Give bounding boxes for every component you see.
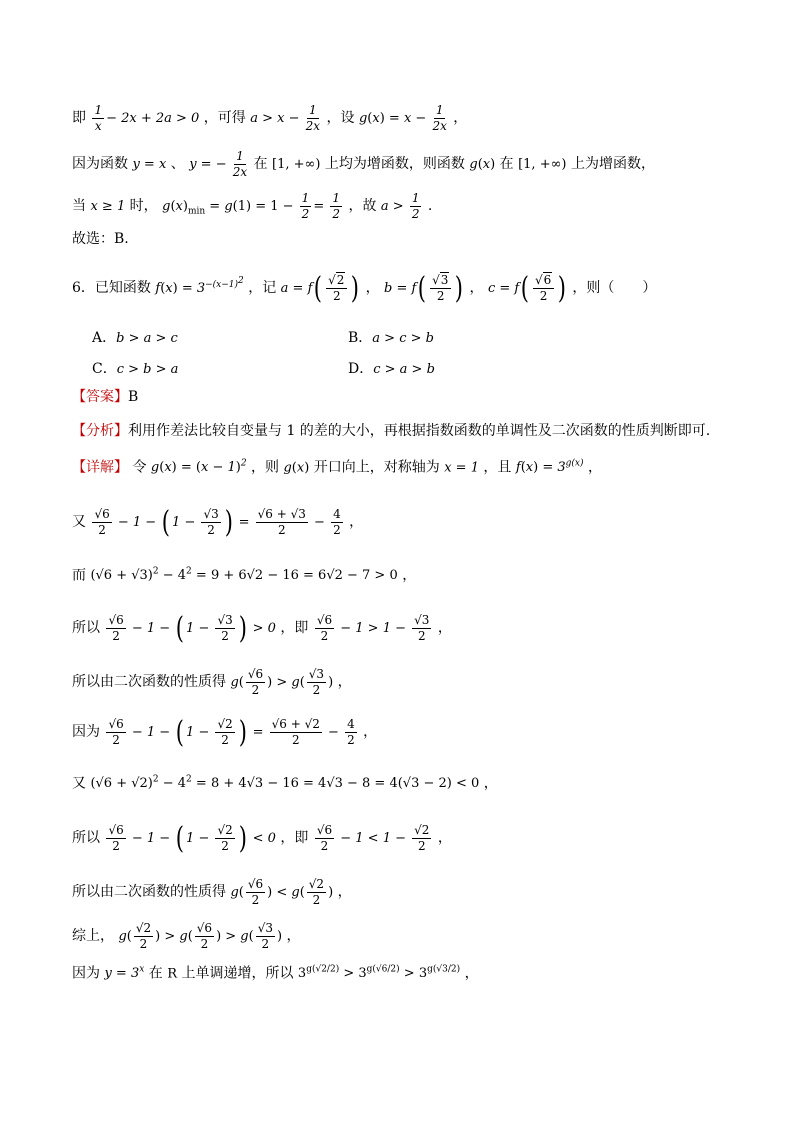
formula: $3^{g(√2/2)} > 3^{g(√6/2)} > 3^{g(√3/2)}$ [297, 965, 461, 982]
step-10 [72, 966, 479, 980]
text: 所以 [72, 830, 100, 847]
formula: $\frac{√6}{2}$ − 1 − ( 1 − $\frac{√3}{2}$ ) = $\frac{√6 + √3}{2}$ − $\frac{4}{2}$ [94, 505, 341, 541]
text: ， [337, 884, 352, 901]
text: ， [337, 674, 352, 691]
text: 因为 [72, 965, 100, 982]
formula: $g(x)_{min} = g(1) = 1$ − $\frac{1}{2}$ = $\frac{1}{2}$ [162, 191, 340, 222]
text: 时， [129, 198, 158, 215]
line-1 [72, 104, 467, 133]
text: 在 [148, 965, 163, 982]
analysis-line [72, 424, 710, 438]
text: ， [453, 110, 468, 127]
text: 上单调递增，所以 [181, 965, 294, 982]
step-2 [72, 568, 416, 582]
formula: $\frac{1}{x}$ − 2x + 2a > 0 [94, 103, 200, 134]
text: 因为函数 [72, 156, 128, 173]
detail-line [72, 460, 602, 474]
option-label: A． [92, 330, 117, 346]
text: 在 [253, 156, 268, 173]
text: 令 [132, 459, 147, 476]
text: ， [483, 775, 498, 792]
text: 、 [170, 156, 185, 173]
answer-line [72, 390, 138, 404]
formula: $(√6 + √3)^2 - 4^2 = 9 + 6√2 - 16 = 6√2 - 7 > 0$ [90, 567, 398, 584]
formula: g( $\frac{√6}{2}$ ) > g( $\frac{√3}{2}$ ) [230, 667, 334, 698]
detail-tag: 【详解】 [72, 459, 128, 476]
text: ，设 [326, 110, 355, 127]
analysis-tag: 【分析】 [72, 423, 128, 439]
text: 综上， [72, 928, 114, 945]
formula: $\frac{√6}{2}$ − 1 − ( 1 − $\frac{√2}{2}$ ) < 0 [108, 821, 276, 857]
formula: $\frac{√6}{2}$ − 1 < 1 − $\frac{√2}{2}$ [316, 823, 430, 854]
text: 当 [72, 198, 86, 215]
formula: a = f( $\frac{√2}{2}$ ) [280, 271, 360, 307]
formula: g(x) [283, 460, 310, 476]
formula: $g(x) = (x - 1)^2$ [150, 459, 247, 476]
text: 而 [72, 567, 86, 584]
line-4: 故选：B. [72, 231, 129, 247]
formula: g(x) = x − $\frac{1}{2x}$ [358, 103, 447, 134]
formula: c > b > a [116, 362, 179, 377]
formula: a > $\frac{1}{2}$ [380, 191, 420, 222]
formula: $(√6 + √2)^2 - 4^2 = 8 + 4√3 - 16 = 4√3 - 8 = 4(√3 - 2) < 0$ [90, 775, 480, 792]
formula: $\frac{√6}{2}$ − 1 > 1 − $\frac{√3}{2}$ [316, 613, 430, 644]
formula: a > x − $\frac{1}{2x}$ [250, 103, 321, 134]
formula: g( $\frac{√6}{2}$ ) < g( $\frac{√2}{2}$ ) [230, 877, 334, 908]
formula: b = f( $\frac{√3}{2}$ ) [384, 271, 464, 307]
formula: x ≥ 1 [90, 199, 126, 215]
step-7 [72, 821, 452, 857]
text: ，故 [348, 198, 377, 215]
answer-tag: 【答案】 [72, 389, 128, 405]
formula: $\frac{√6}{2}$ − 1 − ( 1 − $\frac{√3}{2}$ ) > 0 [108, 611, 276, 647]
formula: b > a > c [116, 331, 178, 346]
text: ， [437, 620, 452, 637]
text: 6．已知函数 [72, 280, 151, 297]
formula: g(x) [469, 157, 496, 173]
text: 又 [72, 775, 86, 792]
text: ， [363, 724, 378, 741]
formula: [1, +∞) [272, 157, 321, 173]
text: ， [437, 830, 452, 847]
text: 因为 [72, 724, 100, 741]
analysis-text: 利用作差法比较自变量与 1 的差的大小，再根据指数函数的单调性及二次函数的性质判断即可. [128, 423, 711, 439]
step-1 [72, 505, 364, 541]
text: ，则 [251, 459, 280, 476]
text: 所以由二次函数的性质得 [72, 674, 226, 691]
line-3 [72, 192, 432, 221]
text: ， [469, 280, 484, 297]
text: ，即 [280, 830, 309, 847]
text: 上均为增函数，则函数 [324, 156, 465, 173]
formula: c > a > b [373, 362, 435, 377]
question-6 [72, 271, 657, 307]
formula: $f(x) = 3^{-(x-1)^2}$ [155, 275, 244, 297]
text: 上为增函数， [570, 156, 655, 173]
answer-value: B [128, 389, 139, 405]
text: 所以由二次函数的性质得 [72, 884, 226, 901]
line-2 [72, 150, 655, 179]
formula: [1, +∞) [518, 157, 567, 173]
formula: y = − $\frac{1}{2x}$ [189, 149, 248, 180]
step-3 [72, 611, 452, 647]
text: 即 [72, 110, 86, 127]
text: ，记 [248, 280, 277, 297]
formula: $y = 3^x$ [104, 965, 145, 982]
option-c [92, 358, 178, 378]
step-5 [72, 715, 378, 751]
formula: a > c > b [372, 331, 434, 346]
option-d [348, 358, 435, 378]
formula: $f(x) = 3^{g(x)}$ [515, 459, 584, 476]
formula: R [167, 966, 178, 982]
step-8 [72, 878, 352, 907]
text: ， [349, 514, 364, 531]
text: ， [365, 280, 380, 297]
option-label: B． [348, 330, 373, 346]
step-9 [72, 922, 301, 951]
text: 所以 [72, 620, 100, 637]
text: . [427, 198, 433, 215]
text: ， [464, 965, 479, 982]
step-6 [72, 776, 498, 790]
text: ， [587, 459, 602, 476]
text: ，且 [483, 459, 512, 476]
formula: y = x [132, 157, 167, 173]
formula: $\frac{√6}{2}$ − 1 − ( 1 − $\frac{√2}{2}$ ) = $\frac{√6 + √2}{2}$ − $\frac{4}{2}$ [108, 715, 355, 751]
text: ，即 [280, 620, 309, 637]
text: ，则（ ） [572, 280, 657, 297]
option-label: D． [348, 361, 374, 377]
formula: g( $\frac{√2}{2}$ ) > g( $\frac{√6}{2}$ ) > g( $\frac{√3}{2}$ ) [118, 921, 283, 952]
formula: c = f( $\frac{√6}{2}$ ) [487, 271, 567, 307]
step-4 [72, 668, 352, 697]
option-label: C． [92, 361, 117, 377]
formula: x = 1 [444, 460, 479, 476]
text: ， [402, 567, 417, 584]
text: 开口向上，对称轴为 [313, 459, 440, 476]
text: 在 [499, 156, 514, 173]
option-b [348, 327, 434, 347]
text: ，可得 [203, 110, 246, 127]
text: ， [286, 928, 301, 945]
option-a [92, 327, 178, 347]
text: 又 [72, 514, 86, 531]
